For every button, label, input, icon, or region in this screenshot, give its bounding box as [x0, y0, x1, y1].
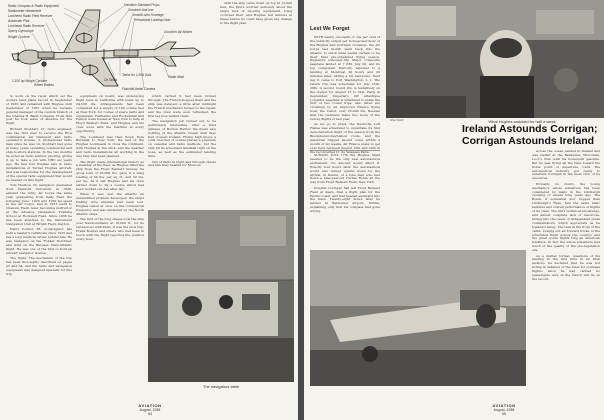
page-number: 54 [148, 412, 152, 416]
paragraph: until the ship came down on top at 13,000 feet, the flyers worried seriously about the ship's lack of de-icing equipment. Icing occurred then, and Hughes felt anxious at times before he could have given any change to the flight plan. [220, 1, 292, 25]
paragraph: Out of Paris at night and through clouds and rain they headed for Moscow. [148, 159, 216, 168]
diagram-label: Automatic Pilot [8, 19, 30, 23]
paragraph: Tom Thurlow, 32, navigator, graduated from Stanford University in 1928, entered the Army Air Corps the same year, graduating from Kelly Field the following June. 1929 and 1930 he spent in the Air Corps, and in 1931 went to Chanute Field, later becoming instructor at the Advance Navigation Training School at Rockwell Field. Since 1936 he has been attached to the Instrument Navigation Unit at Wright Field, Dayton. [6, 182, 72, 226]
right-column-3 [532, 150, 600, 396]
diagram-label: Goodrich Air Brakes [164, 30, 193, 34]
diagram-label: Wheel Brakes [34, 83, 54, 87]
left-column-1 [6, 95, 72, 397]
diagram-label: Fairchild Aerial Camera [122, 87, 156, 91]
left-page [0, 0, 298, 420]
photo-credit: Wide World [390, 119, 404, 122]
navigators-table-photo [148, 210, 294, 382]
right-folio [474, 404, 534, 416]
right-page [304, 0, 604, 420]
issue-date: August, 1938 [493, 408, 515, 412]
paragraph: which carried it had been broken through. The French stopped them and the ship was delayed; a little after midnight the French mechanics turned to the repair, and the crew were soon refreshed; the first leg now behind them. [148, 94, 216, 118]
paragraph: equipment on board, was undergoing flight tests in California with loads up to 24,500 lbs. Arrangements had been completed for a supply of 100 octane fuel at New York, for routes of spare parts and equipment. Fairbanks and Rockefeller and Fernon were loaded at New York to help at Floyd Bennett Field, and Hughes and his crew were with the machine at every opportunity. [76, 94, 144, 134]
headline-line-2: Corrigan Astounds Ireland [462, 135, 595, 147]
magazine-name: AVIATION [492, 403, 516, 408]
paragraph: across the ocean, landed in Ireland and was stalled at the Baldonnel, Wisconsin, Lucy's Club with his homebuilt gasoline. But he was flying all the time toward his home point of departure, Calif. The aeronautical industry got ready to entertain Corrigan in the most civic of its resources. [532, 149, 600, 181]
paragraph: Douglas Corrigan had left Floyd Bennett Field at dawn, filed a flight plan for the Pacific Coast, and had headed eastward into the haze. Twenty-eight hours later he landed at Baldonnel Airport, Dublin, explaining only that his compass had gone wrong. [310, 185, 380, 214]
diagram-label: Wright Cyclone [8, 35, 30, 39]
paragraph: Richard Stoddart, 27, radio engineer, was the first man to receive the RCA combination air transport and radio operator's license. A professional radio man since he was 14, Stoddart had gone in many years operating commercial and ship-to-shore stations. In the two months he acted as radio advisor, piloting, giving it up to take a job with NBC six years ago. He had four Hughes sets in radio installations of Turner Hughes aircraft, and was responsible for the development of the special radio equipment that would be needed on this flight. [6, 126, 72, 182]
divider [310, 150, 380, 151]
diagram-label: Radio Mast [168, 75, 185, 79]
diagram-label: Hamilton Standard Props [124, 3, 160, 7]
diagram-label: Lockheed Radio Receiver [8, 24, 45, 28]
right-column-1 [310, 35, 380, 154]
paragraph: The first of the long stages took the ship over Newfoundland, at 16,000 ft., for its rendezvous with Paris. It was the slow trip: Frank Boelter and others who had been in touch with the flight reported the position every hour. [76, 217, 144, 241]
paragraph: Probably no doubt, the young mechanic's whole adventure has been considered by many in the Lindbergh crossing of eleven long years ago. The Robin, if somewhat mor rugged than Lindbergh's Ryan, had the same basic features and overall performance of flights of its class. The lad's technical knowledge, and almost complete lack of resources, brings into the cause of independent press commentators, which appreciate as he Ireland's setup. The task in the front of the cabin, looking out all forward tricks, is the scheduled flight across the country, and the great ocean flights long an American tradition. In fact the whole adventure had much of the quality of the pre-regulation era. [532, 181, 600, 253]
page-number: 55 [502, 412, 506, 416]
paragraph: As we go to press, the Deutsche Luft Hansa was scheduled to undertake its first demonstration flight of the season from the Biscayne/Azores/Lisbon route, and the American Clipper should come within a month or six weeks. Air France plans to get over here between August 15th and 20th in the reconverted Lt. de Vaisseau Paris. [310, 122, 380, 154]
right-column-2 [310, 154, 380, 246]
paragraph: As a matter formal, questions of his landing in the first time in an Irish lavatory, he declared that he was not acting in defiance of the rules for overseas flights; since he had carried no passengers, and on the return will lie on the record. [532, 253, 600, 281]
photo-caption: The navigators table [202, 384, 240, 389]
paragraph: The Lockheed was then flown from Burbank to New York, the last of the Hughes Lockheeds to cross the continent, with Hughes at the stick, and the weather and radio installations all working in the way they had been planned. [76, 134, 144, 159]
hughes-cockpit-photo [386, 0, 604, 118]
lest-we-forget-heading: Lest We Forget [310, 26, 350, 32]
paragraph: The flight made international history as a member of the fleet, as Hughes lifted the ship from the Floyd Bennett runway. Its gross load of 25,000 lbs. gave it a wing loading of 54 lbs. per sq. ft., and 32 lbs. per hp. As it left Hughes and his crew settled down to fly a course which had been worked out day after day. [76, 159, 144, 191]
paragraph: WITH nearly one-tenth of one per cent of the publicity output per horsepower-hour of the Hughes and Corrigan crossings, the Air Corps last month went back into the Atlantic to stack what seems certain to be their final pre-scheduled flying season. England's schooner-trip Major composite seaplane landed at 7 P.M. July 20, and its top component Mercury, adjusted to a landing at Montreal 20 hours and 20 minutes later, sitting a bit bad-looks. Next day it came to Port Washington, L. I. The return trip was scheduled for July 25th-26th. A second round trip is tentatively on the docket for August 15 to 21st. Early in September, Imperial's Off Atlantique Longshot seaplane is scheduled to make the first of two round trips. Also listed are crossings by an improved Empire flying boat, the Cabot, over 25,000 lbs. Besides that the Germans make two more of the survey flights of last year. [310, 35, 380, 122]
corrigan-robin-photo [310, 250, 526, 386]
lockheed-cutaway-drawing [4, 2, 209, 92]
diagram-label: Lockheed Radio Field Receiver [8, 14, 53, 18]
left-column-4 [220, 2, 292, 42]
left-column-2 [76, 95, 144, 397]
paragraph: to work on the racer which set the world's land plane record in September of 1935, and remained with Hughes until September of 1937 when he became general manager of the custom branch of the Charles H. Babb Company. From that post he took leave of absence for the flight. [6, 94, 72, 126]
photo-caption: What Hughes watched for half a week [488, 119, 556, 124]
diagram-label: Radiometer Windshield [8, 9, 41, 13]
diagram-label: Oil Tanks [104, 78, 118, 82]
issue-date: August, 1938 [139, 408, 161, 412]
paragraph: When it was over the Atlantic an unidentified problem developed: the ship's trailing wire antenna had been lost. Hughes called at once on the commercial frequency and was answered by the North Atlantic ships. [76, 192, 144, 216]
diagram-label: 1,100 hp Wright Cyclone [12, 79, 47, 83]
article-headline [462, 123, 602, 147]
magazine-name: AVIATION [138, 403, 162, 408]
left-folio [120, 404, 180, 416]
diagram-label: Retractable Landing Gear [134, 18, 171, 22]
diagram-label: Smooth-skin Fuselage [132, 13, 164, 17]
diagram-label: Tanks for 1,844 Gals [122, 73, 152, 77]
paragraph: The navigation job turned out to be particularly interesting. After a brief glimpse of Boston Harbor the flyers saw nothing of the Atlantic Ocean until they had crossed Ireland. Flying high above a solid overcast of course placed a premium on celestial and radio methods, but the ship hit its scheduled landfalls right on the nose, as well as the estimated landing time. [148, 118, 216, 159]
left-column-3 [148, 95, 216, 207]
diagram-label: Goodrich Anti-Icer [128, 8, 154, 12]
paragraph: SUNDAY, JULY 17th the Hughes flight seemed to be the only real aeronautical excitement. No amount would affect it. Exactly four hours later the aeronautical world was turned upside down by the arrival, in Dublin, of a lone man who had flown a nine-year-old Curtiss Robin all the way from Floyd Bennett Field, New York. [310, 153, 380, 185]
diagram-label: Sperry Gyroscope [8, 29, 34, 33]
paragraph: Harry Connor, 38, co-navigator, has held a master's certificate since 1925 and has a long nautical career behind him. He was navigator on the 'Fokker Dorothea' and later on the Burgess trans-Atlantic flight. He was one of the first to hold an aircraft navigator license. [6, 227, 72, 255]
paragraph: The flight: The mechanics of the trip has been thoroughly described on pages 25 and 34, and the radio and navigation equipment was designed specially for this trip. [6, 256, 72, 276]
headline-line-1: Ireland Astounds Corrigan; [462, 123, 598, 135]
diagram-label: Radio Compass & Radio Equipment [8, 4, 60, 8]
